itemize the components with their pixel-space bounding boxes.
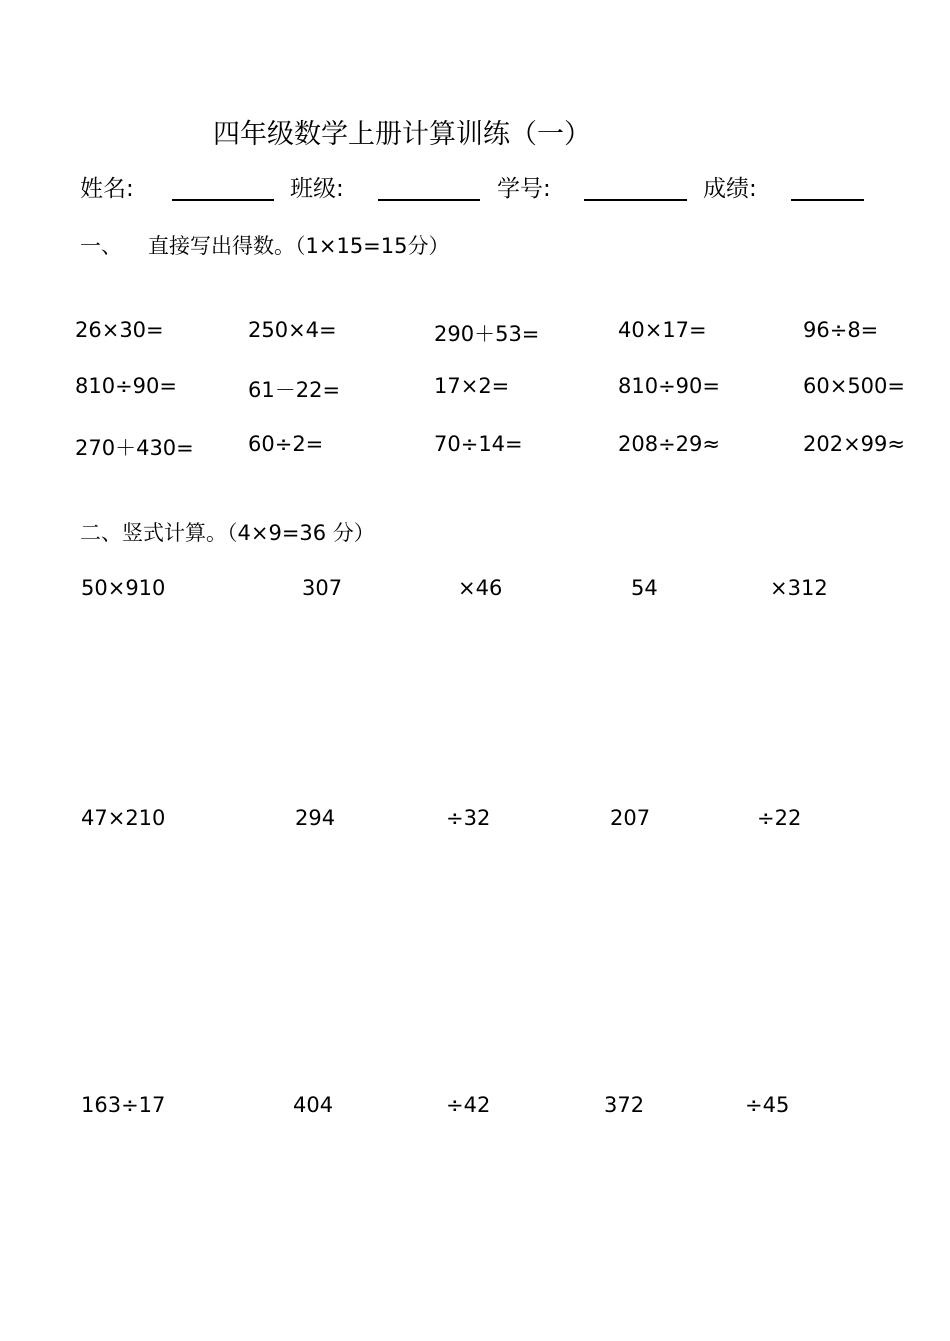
problem: 810÷90= — [618, 374, 720, 398]
class-label: 班级: — [290, 176, 344, 202]
problem: 54 — [631, 576, 658, 600]
problem: 250×4= — [248, 318, 337, 342]
score-blank — [791, 199, 864, 201]
problem: 96÷8= — [803, 318, 879, 342]
problem: 60×500= — [803, 374, 905, 398]
problem: 208÷29≈ — [618, 432, 720, 456]
section-2-title: 二、竖式计算。（4×9=36 分） — [80, 521, 375, 545]
problem: 404 — [293, 1093, 334, 1117]
problem: 50×910 — [81, 576, 166, 600]
number-blank — [584, 199, 687, 201]
problem: 60÷2= — [248, 432, 324, 456]
problem: 270＋430= — [75, 436, 194, 460]
problem: ÷45 — [745, 1093, 790, 1117]
name-blank — [172, 199, 274, 201]
score-label: 成绩: — [703, 176, 757, 202]
problem: 40×17= — [618, 318, 707, 342]
problem: 70÷14= — [434, 432, 523, 456]
problem: 47×210 — [81, 806, 166, 830]
page-title: 四年级数学上册计算训练（一） — [213, 119, 591, 150]
problem: 61－22= — [248, 378, 341, 402]
problem: 372 — [604, 1093, 645, 1117]
problem: 810÷90= — [75, 374, 177, 398]
problem: 294 — [295, 806, 336, 830]
problem: 202×99≈ — [803, 432, 905, 456]
number-label: 学号: — [497, 176, 551, 202]
problem: 207 — [610, 806, 651, 830]
problem: ×312 — [770, 576, 828, 600]
problem: ÷22 — [757, 806, 802, 830]
section-1-title: 直接写出得数。（1×15=15分） — [148, 234, 450, 258]
name-label: 姓名: — [80, 176, 134, 202]
problem: 17×2= — [434, 374, 510, 398]
problem: 307 — [302, 576, 343, 600]
section-1-number: 一、 — [80, 234, 122, 258]
problem: 290＋53= — [434, 322, 540, 346]
problem: 26×30= — [75, 318, 164, 342]
class-blank — [378, 199, 480, 201]
problem: ×46 — [458, 576, 503, 600]
problem: 163÷17 — [81, 1093, 166, 1117]
problem: ÷32 — [446, 806, 491, 830]
problem: ÷42 — [446, 1093, 491, 1117]
